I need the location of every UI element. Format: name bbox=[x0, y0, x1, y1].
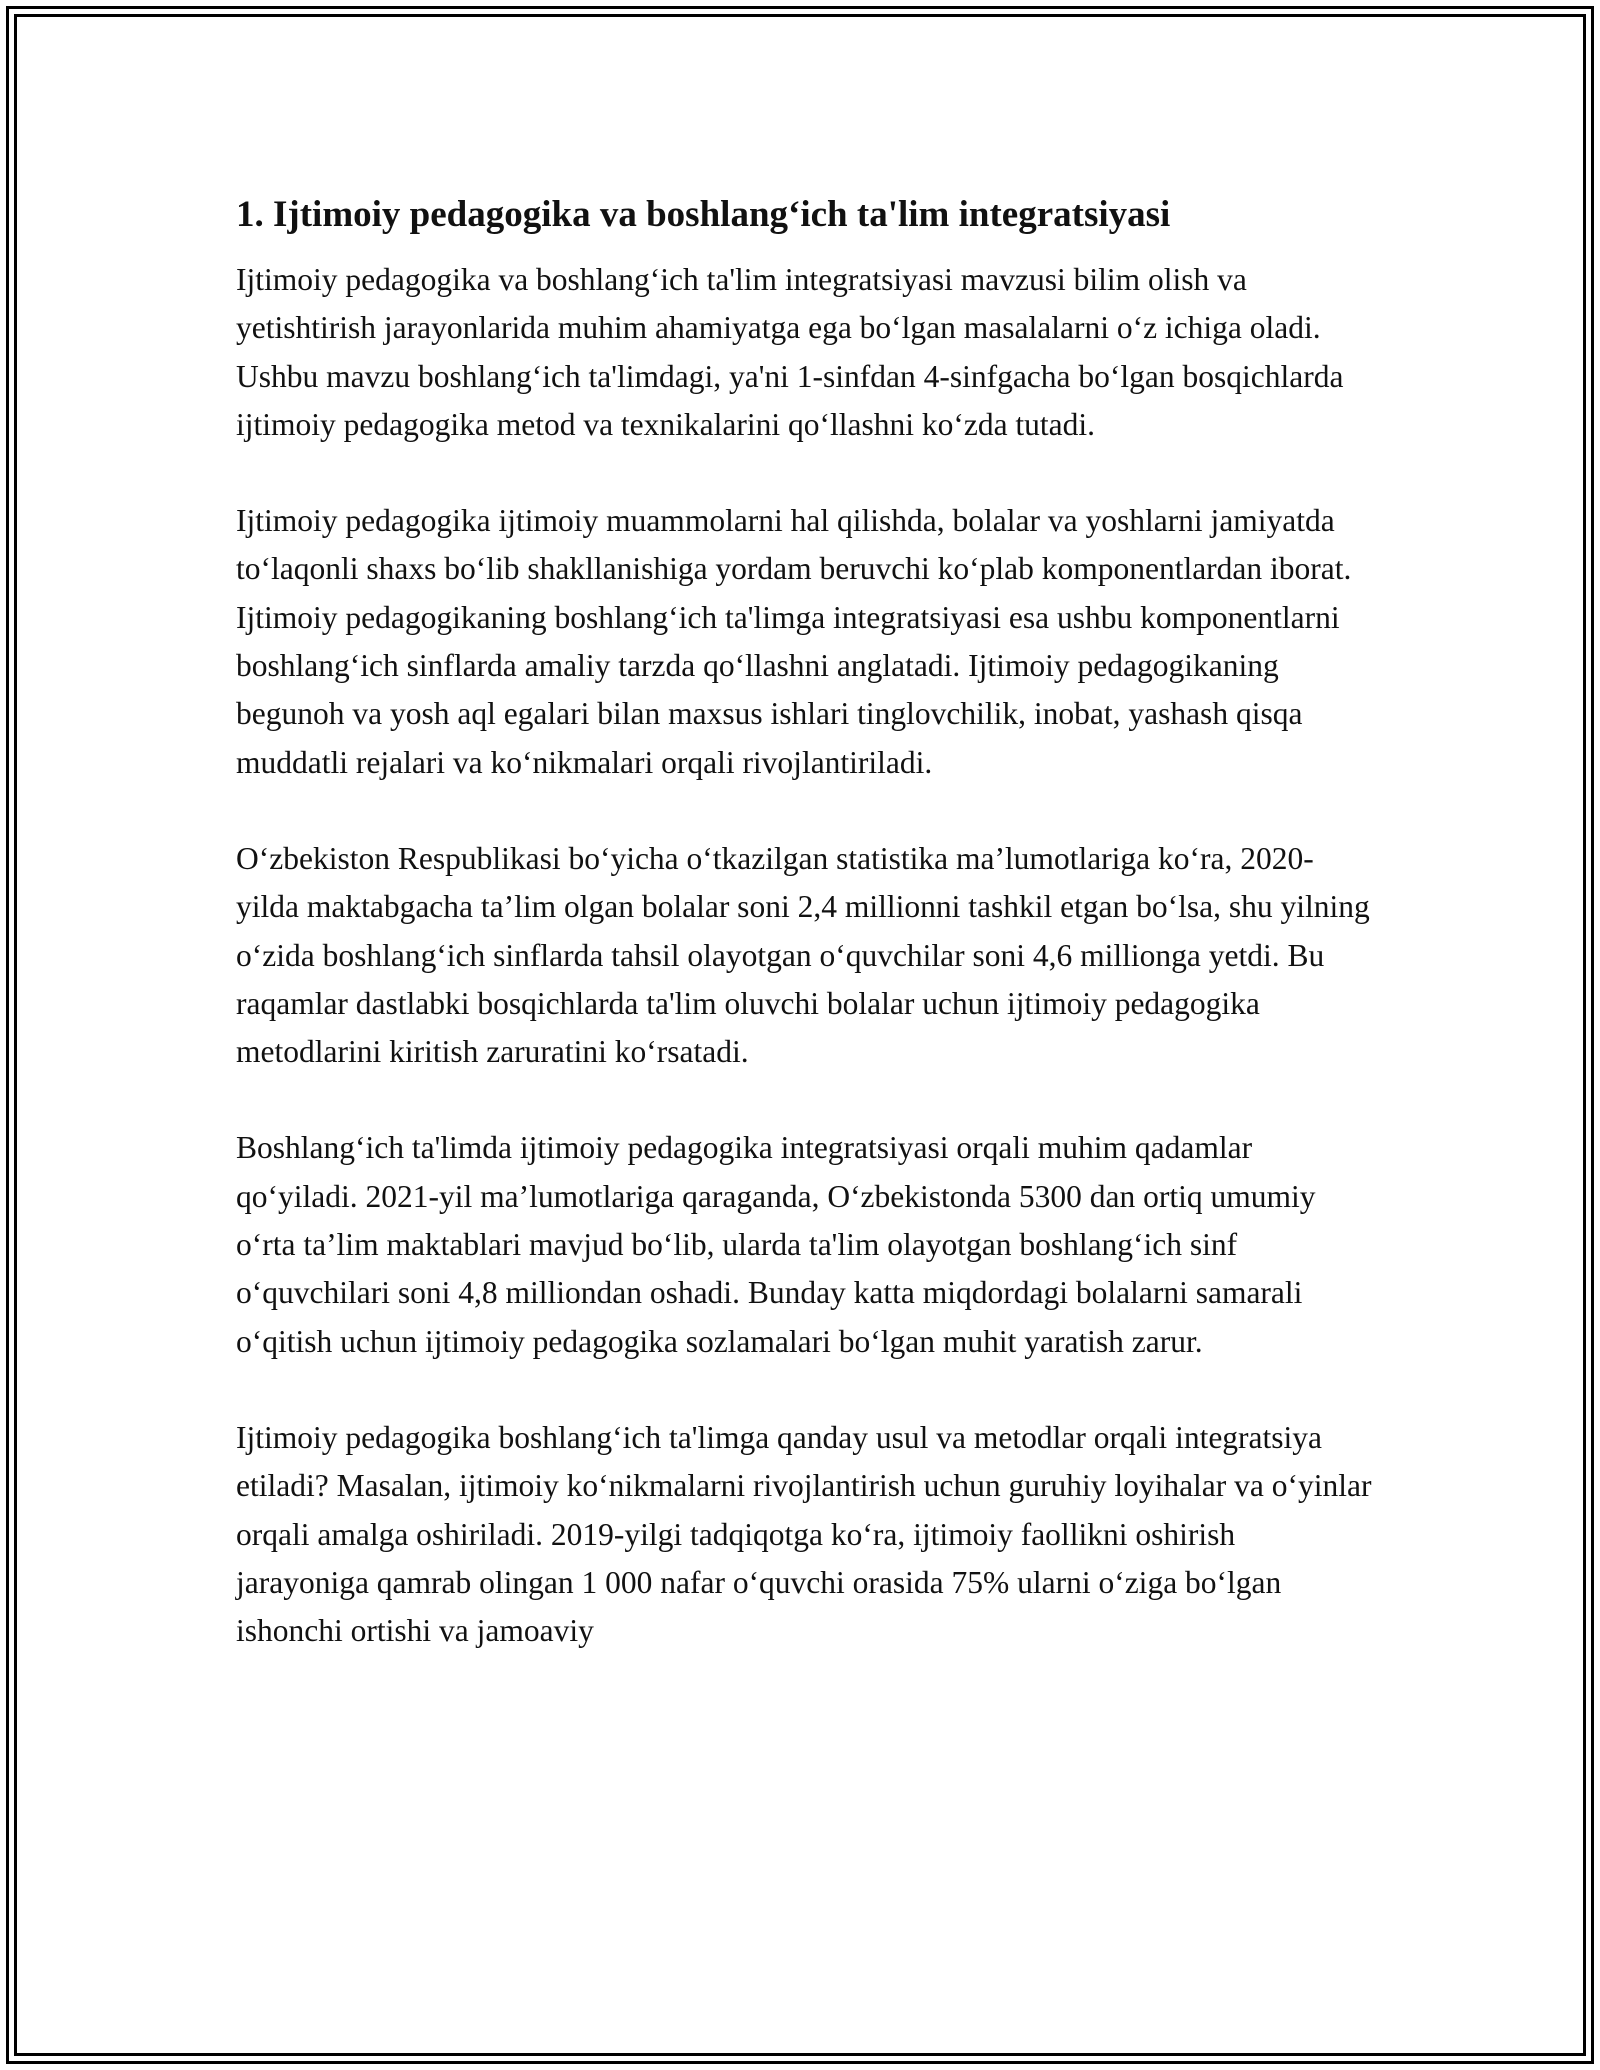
paragraph-2: Ijtimoiy pedagogika ijtimoiy muammolarni hal qilishda, bolalar va yoshlarni jamiyatda to‘laqonli shaxs bo‘lib shakllanishiga yordam beruvchi ko‘plab komponentlardan iborat. Ijtimoiy pedagogikaning boshlang‘ich ta'limga integratsiyasi esa ushbu komponentlarni boshlang‘ich sinflarda amaliy tarzda qo‘llashni anglatadi. Ijtimoiy pedagogikaning begunoh va yosh aql egalari bilan maxsus ishlari tinglovchilik, inobat, yashash qisqa muddatli rejalari va ko‘nikmalari orqali rivojlantiriladi. bbox=[236, 503, 1352, 780]
paragraph-5: Ijtimoiy pedagogika boshlang‘ich ta'limga qanday usul va metodlar orqali integratsiya etiladi? Masalan, ijtimoiy ko‘nikmalarni rivojlantirish uchun guruhiy loyihalar va o‘yinlar orqali amalga oshiriladi. 2019-yilgi tadqiqotga ko‘ra, ijtimoiy faollikni oshirish jarayoniga qamrab olingan 1 000 nafar o‘quvchi orasida 75% ularni o‘ziga bo‘lgan ishonchi ortishi va jamoaviy bbox=[236, 1419, 1372, 1649]
paragraph-1: Ijtimoiy pedagogika va boshlang‘ich ta'lim integratsiyasi mavzusi bilim olish va yetishtirish jarayonlarida muhim ahamiyatga ega bo‘lgan masalalarni o‘z ichiga oladi. Ushbu mavzu boshlang‘ich ta'limdagi, ya'ni 1-sinfdan 4-sinfgacha bo‘lgan bosqichlarda ijtimoiy pedagogika metod va texnikalarini qo‘llashni ko‘zda tutadi. bbox=[236, 262, 1344, 442]
section-title: 1. Ijtimoiy pedagogika va boshlang‘ich ta'lim integratsiyasi bbox=[236, 194, 1171, 235]
paragraph-3: O‘zbekiston Respublikasi bo‘yicha o‘tkazilgan statistika ma’lumotlariga ko‘ra, 2020-yilda maktabgacha ta’lim olgan bolalar soni 2,4 millionni tashkil etgan bo‘lsa, shu yilning o‘zida boshlang‘ich sinflarda tahsil olayotgan o‘quvchilar soni 4,6 millionga yetdi. Bu raqamlar dastlabki bosqichlarda ta'lim oluvchi bolalar uchun ijtimoiy pedagogika metodlarini kiritish zaruratini ko‘rsatadi. bbox=[236, 840, 1370, 1070]
paragraph-4: Boshlang‘ich ta'limda ijtimoiy pedagogika integratsiyasi orqali muhim qadamlar qo‘yiladi. 2021-yil ma’lumotlariga qaraganda, O‘zbekistonda 5300 dan ortiq umumiy o‘rta ta’lim maktablari mavjud bo‘lib, ularda ta'lim olayotgan boshlang‘ich sinf o‘quvchilari soni 4,8 milliondan oshadi. Bunday katta miqdordagi bolalarni samarali o‘qitish uchun ijtimoiy pedagogika sozlamalari bo‘lgan muhit yaratish zarur. bbox=[236, 1130, 1316, 1359]
document-body bbox=[236, 185, 1372, 1703]
